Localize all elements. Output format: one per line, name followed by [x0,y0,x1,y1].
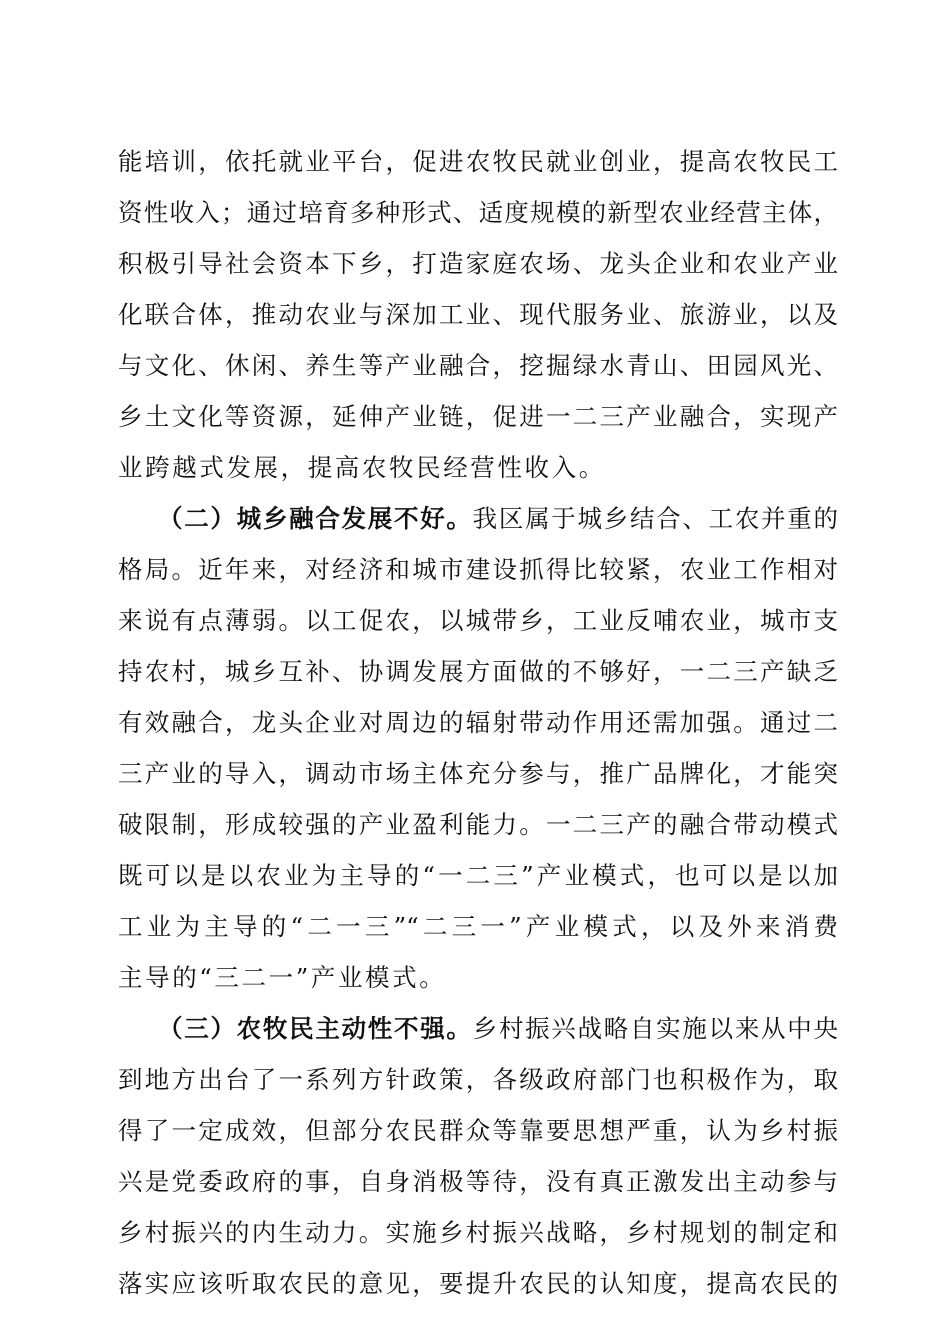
text-line: 持农村，城乡互补、协调发展方面做的不够好，一二三产缺乏 [118,657,838,686]
text-line: 工业为主导的“二一三”“二三一”产业模式，以及外来消费 [118,912,838,941]
section-heading: （二）城乡融合发展不好。 [158,504,473,533]
text-line: 兴是党委政府的事，自身消极等待，没有真正激发出主动参与 [118,1167,838,1196]
paragraph-first-line [158,1013,838,1045]
text-line: 化联合体，推动农业与深加工业、现代服务业、旅游业，以及 [118,300,838,329]
text-line: 得了一定成效，但部分农民群众等靠要思想严重，认为乡村振 [118,1116,838,1145]
text-line: 积极引导社会资本下乡，打造家庭农场、龙头企业和农业产业 [118,249,838,278]
text-line: 既可以是以农业为主导的“一二三”产业模式，也可以是以加 [118,861,838,890]
text-line: 与文化、休闲、养生等产业融合，挖掘绿水青山、田园风光、 [118,351,838,380]
text-line: 格局。近年来，对经济和城市建设抓得比较紧，农业工作相对 [118,555,838,584]
section-heading: （三）农牧民主动性不强。 [158,1014,473,1043]
paragraph-first-line [158,503,838,535]
text-line: 落实应该听取农民的意见，要提升农民的认知度，提高农民的 [118,1269,838,1298]
text-run: 乡村振兴战略自实施以来从中央 [472,1014,838,1043]
text-line: 主导的“三二一”产业模式。 [118,963,447,992]
text-line: 有效融合，龙头企业对周边的辐射带动作用还需加强。通过二 [118,708,838,737]
text-line: 能培训，依托就业平台，促进农牧民就业创业，提高农牧民工 [118,147,838,176]
text-line: 乡土文化等资源，延伸产业链，促进一二三产业融合，实现产 [118,402,838,431]
text-line: 到地方出台了一系列方针政策，各级政府部门也积极作为，取 [118,1065,838,1094]
text-run: 我区属于城乡结合、工农并重的 [472,504,838,533]
text-line: 破限制，形成较强的产业盈利能力。一二三产的融合带动模式 [118,810,838,839]
text-line: 乡村振兴的内生动力。实施乡村振兴战略，乡村规划的制定和 [118,1218,838,1247]
text-line: 业跨越式发展，提高农牧民经营性收入。 [118,453,606,482]
text-line: 来说有点薄弱。以工促农，以城带乡，工业反哺农业，城市支 [118,606,838,635]
text-line: 三产业的导入，调动市场主体充分参与，推广品牌化，才能突 [118,759,838,788]
text-line: 资性收入；通过培育多种形式、适度规模的新型农业经营主体， [118,198,838,227]
